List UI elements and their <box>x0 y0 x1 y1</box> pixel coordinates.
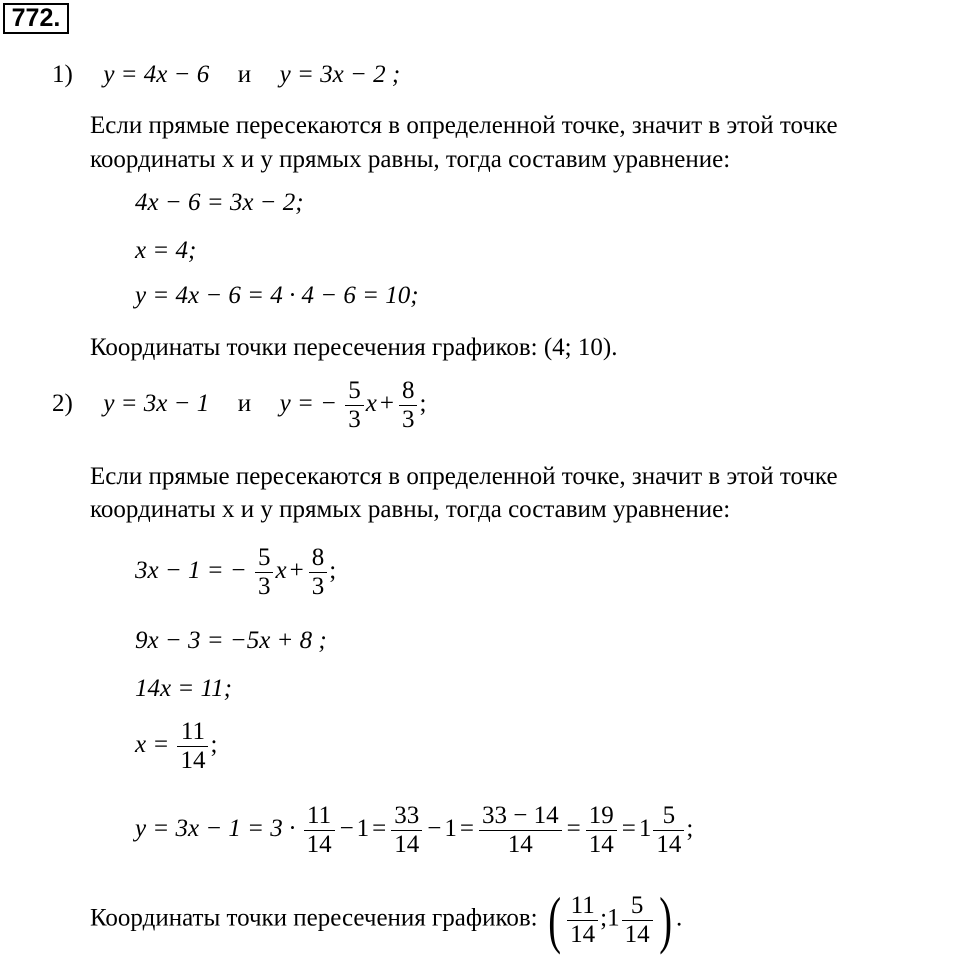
fraction-33-minus-14-over-14: $\frac{33 - 14}{14}$ <box>479 802 562 859</box>
part2-label: 2) <box>52 390 73 418</box>
part2-answer: Координаты точки пересечения графиков: ( $\frac{11}{14}$ ;1 $\frac{5}{14}$ ) . <box>90 884 683 955</box>
part1-label: 1) <box>52 61 73 88</box>
problem-number-badge: 772. <box>3 3 69 34</box>
part2-step4: x = $\frac{11}{14}$ ; <box>135 718 218 774</box>
part1-eq1: y = 4x − 6 <box>103 61 210 88</box>
fraction-5-14: $\frac{5}{14}$ <box>653 802 684 859</box>
part2-text-line2: координаты x и y прямых равны, тогда составим уравнение: <box>90 496 731 523</box>
part2-text-line1: Если прямые пересекаются в определенной точке, значит в этой точке <box>90 463 838 490</box>
part2-step3: 14x = 11; <box>135 675 232 702</box>
part2-header: 2) y = 3x − 1 и y = − $\frac{5}{3}$ x + $\frac{8}{3}$ ; <box>52 377 427 433</box>
fraction-11-14: $\frac{11}{14}$ <box>567 892 598 949</box>
part1-header <box>52 60 400 90</box>
fraction-5-3: $\frac{5}{3}$ <box>255 544 274 601</box>
fraction-8-3: $\frac{8}{3}$ <box>399 377 418 434</box>
part2-step1: 3x − 1 = − $\frac{5}{3}$ x + $\frac{8}{3}$ ; <box>135 544 337 600</box>
fraction-5-3: $\frac{5}{3}$ <box>345 377 364 434</box>
part2-eq1: y = 3x − 1 <box>103 390 210 418</box>
part1-answer: Координаты точки пересечения графиков: (4; 10). <box>90 334 618 361</box>
fraction-8-3: $\frac{8}{3}$ <box>309 544 328 601</box>
part2-eq2-lhs: y = − <box>279 390 337 418</box>
part1-step2: x = 4; <box>135 237 197 264</box>
part2-step5: y = 3x − 1 = 3 · $\frac{11}{14}$ − 1 = $\frac{33}{14}$ − 1 = $\frac{33 - 14}{14}$ = $\frac{19}{14}$ = 1 $\frac{5}{14}$ ; <box>135 802 694 858</box>
part2-conj: и <box>237 390 252 418</box>
part1-eq2: y = 3x − 2 ; <box>279 61 401 88</box>
part1-conj: и <box>237 61 252 88</box>
part1-step3: y = 4x − 6 = 4 · 4 − 6 = 10; <box>135 282 419 309</box>
part1-text-line2: координаты x и y прямых равны, тогда составим уравнение: <box>90 146 731 173</box>
part2-step2: 9x − 3 = −5x + 8 ; <box>135 627 327 654</box>
fraction-5-14: $\frac{5}{14}$ <box>622 892 653 949</box>
fraction-33-14: $\frac{33}{14}$ <box>391 802 422 859</box>
fraction-19-14: $\frac{19}{14}$ <box>586 802 617 859</box>
part1-step1: 4x − 6 = 3x − 2; <box>135 189 304 216</box>
fraction-11-14: $\frac{11}{14}$ <box>177 718 208 775</box>
fraction-11-14: $\frac{11}{14}$ <box>304 802 335 859</box>
part1-text-line1: Если прямые пересекаются в определенной точке, значит в этой точке <box>90 112 838 139</box>
